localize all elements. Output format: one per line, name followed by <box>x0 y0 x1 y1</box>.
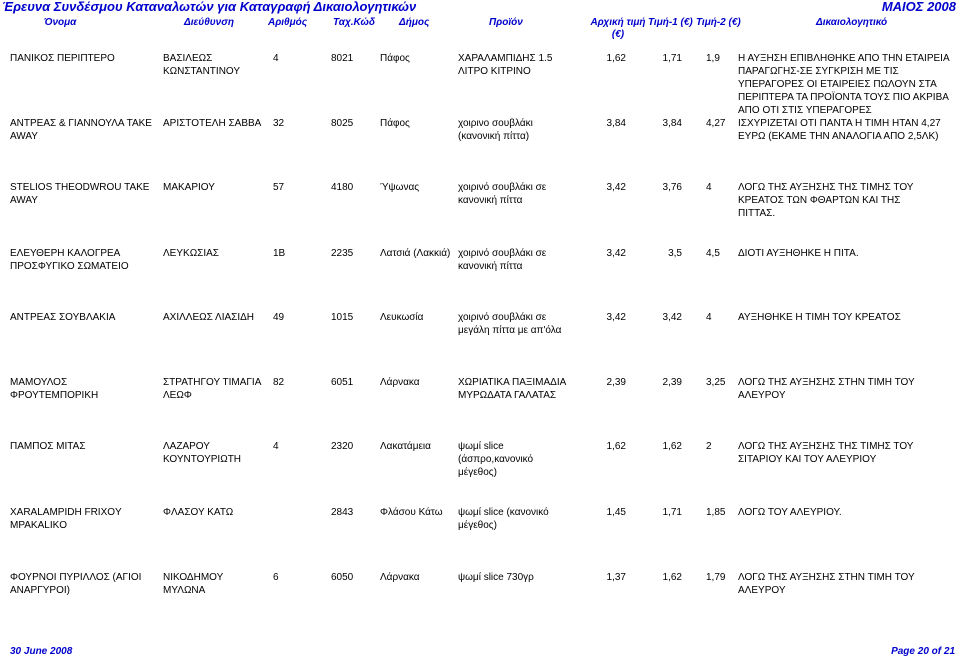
cell-initial-price: 3,42 <box>606 312 626 323</box>
cell-address: ΝΙΚΟΔΗΜΟΥ ΜΥΛΩΝΑ <box>163 572 224 596</box>
cell-name: ΠΑΜΠΟΣ ΜΙΤΑΣ <box>10 441 86 452</box>
cell-postcode: 8025 <box>331 118 354 129</box>
cell-name: ΑΝΤΡΕΑΣ ΣΟΥΒΛΑΚΙΑ <box>10 312 116 323</box>
cell-price1: 3,84 <box>662 118 682 129</box>
cell-price1: 3,42 <box>662 312 682 323</box>
cell-initial-price: 3,42 <box>606 248 626 259</box>
header-name: Όνομα <box>44 17 77 28</box>
cell-initial-price: 1,37 <box>606 572 626 583</box>
table-header <box>0 15 959 43</box>
cell-product: χοιρινό σουβλάκι σε μεγάλη πίττα με απ'όλα <box>458 312 562 336</box>
cell-municipality: Πάφος <box>380 53 410 64</box>
cell-postcode: 4180 <box>331 182 354 193</box>
cell-initial-price: 3,84 <box>606 118 626 129</box>
cell-name: ΜΑΜΟΥΛΟΣ ΦΡΟΥΤΕΜΠΟΡΙΚΗ <box>10 377 99 401</box>
cell-justification: ΛΟΓΩ ΤΟΥ ΑΛΕΥΡΙΟΥ. <box>738 507 842 518</box>
cell-price2: 1,79 <box>706 572 726 583</box>
cell-name: ΦΟΥΡΝΟΙ ΠΥΡΙΛΛΟΣ (ΑΓΙΟΙ ΑΝΑΡΓΥΡΟΙ) <box>10 572 142 596</box>
cell-justification: ΛΟΓΩ ΤΗΣ ΑΥΞΗΣΗΣ ΣΤΗΝ ΤΙΜΗ ΤΟΥ ΑΛΕΥΡΟΥ <box>738 377 915 401</box>
cell-price2: 1,85 <box>706 507 726 518</box>
cell-number: 32 <box>273 118 285 129</box>
cell-price2: 4,27 <box>706 118 726 129</box>
cell-price2: 4 <box>706 312 712 323</box>
cell-price1: 3,5 <box>668 248 682 259</box>
cell-price2: 2 <box>706 441 712 452</box>
cell-justification: ΑΥΞΗΘΗΚΕ Η ΤΙΜΗ ΤΟΥ ΚΡΕΑΤΟΣ <box>738 312 901 323</box>
cell-municipality: Πάφος <box>380 118 410 129</box>
header-postcode: Ταχ.Κώδ <box>333 17 375 28</box>
cell-justification: ΛΟΓΩ ΤΗΣ ΑΥΞΗΣΗΣ ΣΤΗΝ ΤΙΜΗ ΤΟΥ ΑΛΕΥΡΟΥ <box>738 572 915 596</box>
cell-municipality: Λατσιά (Λακκιά) <box>380 248 451 259</box>
cell-price1: 1,71 <box>662 53 682 64</box>
header-address: Διεύθυνση <box>184 17 234 28</box>
report-title: Έρευνα Συνδέσμου Καταναλωτών για Καταγραφή Δικαιολογητικών <box>2 0 417 14</box>
cell-postcode: 2320 <box>331 441 354 452</box>
cell-name: STELIOS THEODWROU TAKE AWAY <box>10 182 150 206</box>
cell-product: ψωμί slice (κανονικό μέγεθος) <box>458 507 549 531</box>
cell-municipality: Λάρνακα <box>380 572 420 583</box>
header-justification: Δικαιολογητικό <box>816 17 888 28</box>
cell-address: ΜΑΚΑΡΙΟΥ <box>163 182 215 193</box>
report-title-bar <box>0 0 959 15</box>
cell-postcode: 6050 <box>331 572 354 583</box>
cell-price2: 1,9 <box>706 53 720 64</box>
cell-price1: 3,76 <box>662 182 682 193</box>
cell-justification: ΛΟΓΩ ΤΗΣ ΑΥΞΗΣΗΣ ΤΗΣ ΤΙΜΗΣ ΤΟΥ ΣΙΤΑΡΙΟΥ ΚΑΙ ΤΟΥ ΑΛΕΥΡΙΟΥ <box>738 441 914 465</box>
cell-postcode: 6051 <box>331 377 354 388</box>
cell-name: XARALAMPIDH FRIXOY MPAKALIKO <box>10 507 122 531</box>
cell-number: 4 <box>273 53 279 64</box>
header-municipality: Δήμος <box>399 17 430 28</box>
cell-address: ΛΑΖΑΡΟΥ ΚΟΥΝΤΟΥΡΙΩΤΗ <box>163 441 242 465</box>
cell-initial-price: 1,45 <box>606 507 626 518</box>
header-price1: Τιμή-1 (€) <box>648 17 693 28</box>
cell-price1: 2,39 <box>662 377 682 388</box>
cell-postcode: 2843 <box>331 507 354 518</box>
cell-municipality: Ύψωνας <box>380 182 420 193</box>
cell-price1: 1,71 <box>662 507 682 518</box>
cell-postcode: 8021 <box>331 53 354 64</box>
cell-price1: 1,62 <box>662 441 682 452</box>
cell-product: ΧΑΡΑΛΑΜΠΙΔΗΣ 1.5 ΛΙΤΡΟ ΚΙΤΡΙΝΟ <box>458 53 553 77</box>
cell-number: 57 <box>273 182 285 193</box>
cell-price2: 4,5 <box>706 248 720 259</box>
cell-address: ΛΕΥΚΩΣΙΑΣ <box>163 248 219 259</box>
cell-product: χοιρινό σουβλάκι σε κανονική πίττα <box>458 182 547 206</box>
cell-justification: ΔΙΟΤΙ ΑΥΞΗΘΗΚΕ Η ΠΙΤΑ. <box>738 248 859 259</box>
cell-postcode: 2235 <box>331 248 354 259</box>
cell-product: ψωμί slice (άσπρο,κανονικό μέγεθος) <box>458 441 534 478</box>
header-price2: Τιμή-2 (€) <box>696 17 741 28</box>
cell-justification: Η ΑΥΞΗΣΗ ΕΠΙΒΛΗΘΗΚΕ ΑΠΟ ΤΗΝ ΕΤΑΙΡΕΙΑ ΠΑΡΑΓΩΓΗΣ-ΣΕ ΣΥΓΚΡΙΣΗ ΜΕ ΤΙΣ ΥΠΕΡΑΓΟΡΕΣ ΟΙ ΕΤΑΙΡΕΙΕΣ ΠΩΛΟΥΝ ΣΤΑ ΠΕΡΙΠΤΕΡΑ ΤΑ ΠΡΟΪΟΝΤΑ ΤΟΥΣ ΠΙΟ ΑΚΡΙΒΑ ΑΠΟ ΟΤΙ ΣΤΙΣ ΥΠΕΡΑΓΟΡΕΣ <box>738 53 950 116</box>
cell-initial-price: 1,62 <box>606 441 626 452</box>
cell-price2: 4 <box>706 182 712 193</box>
header-number: Αριθμός <box>268 17 308 28</box>
cell-postcode: 1015 <box>331 312 354 323</box>
header-initial-price: Αρχική τιμή (€) <box>590 17 646 40</box>
cell-number: 4 <box>273 441 279 452</box>
cell-product: ψωμί slice 730γρ <box>458 572 534 583</box>
cell-number: 49 <box>273 312 285 323</box>
cell-product: ΧΩΡΙΑΤΙΚΑ ΠΑΞΙΜΑΔΙΑ ΜΥΡΩΔΑΤΑ ΓΑΛΑΤΑΣ <box>458 377 566 401</box>
footer-date: 30 June 2008 <box>10 646 73 657</box>
page-footer <box>0 645 959 659</box>
cell-price1: 1,62 <box>662 572 682 583</box>
cell-address: ΦΛΑΣΟΥ ΚΑΤΩ <box>163 507 234 518</box>
cell-initial-price: 3,42 <box>606 182 626 193</box>
cell-address: ΑΡΙΣΤΟΤΕΛΗ ΣΑΒΒΑ <box>163 118 262 129</box>
cell-price2: 3,25 <box>706 377 726 388</box>
footer-page-number: Page 20 of 21 <box>891 646 955 657</box>
cell-number: 1B <box>273 248 286 259</box>
cell-name: ΠΑΝΙΚΟΣ ΠΕΡΙΠΤΕΡΟ <box>10 53 115 64</box>
header-product: Προϊόν <box>489 17 523 28</box>
cell-name: ΕΛΕΥΘΕΡΗ ΚΑΛΟΓΡΕΑ ΠΡΟΣΦΥΓΙΚΟ ΣΩΜΑΤΕΙΟ <box>10 248 129 272</box>
cell-justification: ΛΟΓΩ ΤΗΣ ΑΥΞΗΣΗΣ ΤΗΣ ΤΙΜΗΣ ΤΟΥ ΚΡΕΑΤΟΣ ΤΩΝ ΦΘΑΡΤΩΝ ΚΑΙ ΤΗΣ ΠΙΤΤΑΣ. <box>738 182 914 219</box>
report-period: ΜΑΙΟΣ 2008 <box>881 0 956 14</box>
cell-name: ΑΝΤΡΕΑΣ & ΓΙΑΝΝΟΥΛΑ ΤΑΚΕ AWAY <box>10 118 152 142</box>
cell-product: χοιρινο σουβλάκι (κανονική πίττα) <box>458 118 533 142</box>
cell-municipality: Λακατάμεια <box>380 441 431 452</box>
cell-product: χοιρινό σουβλάκι σε κανονική πίττα <box>458 248 547 272</box>
cell-number: 82 <box>273 377 285 388</box>
cell-address: ΒΑΣΙΛΕΩΣ ΚΩΝΣΤΑΝΤΙΝΟΥ <box>163 53 241 77</box>
cell-number: 6 <box>273 572 279 583</box>
cell-justification: ΙΣΧΥΡΙΖΕΤΑΙ ΟΤΙ ΠΑΝΤΑ Η ΤΙΜΗ ΗΤΑΝ 4,27 ΕΥΡΩ (ΕΚΑΜΕ ΤΗΝ ΑΝΑΛΟΓΙΑ ΑΠΟ 2,5ΛΚ) <box>738 118 941 142</box>
cell-municipality: Φλάσου Κάτω <box>380 507 443 518</box>
cell-municipality: Λάρνακα <box>380 377 420 388</box>
cell-municipality: Λευκωσία <box>380 312 424 323</box>
cell-initial-price: 2,39 <box>606 377 626 388</box>
cell-address: ΣΤΡΑΤΗΓΟΥ ΤΙΜΑΓΙΑ ΛΕΩΦ <box>163 377 261 401</box>
cell-initial-price: 1,62 <box>606 53 626 64</box>
cell-address: ΑΧΙΛΛΕΩΣ ΛΙΑΣΙΔΗ <box>163 312 255 323</box>
